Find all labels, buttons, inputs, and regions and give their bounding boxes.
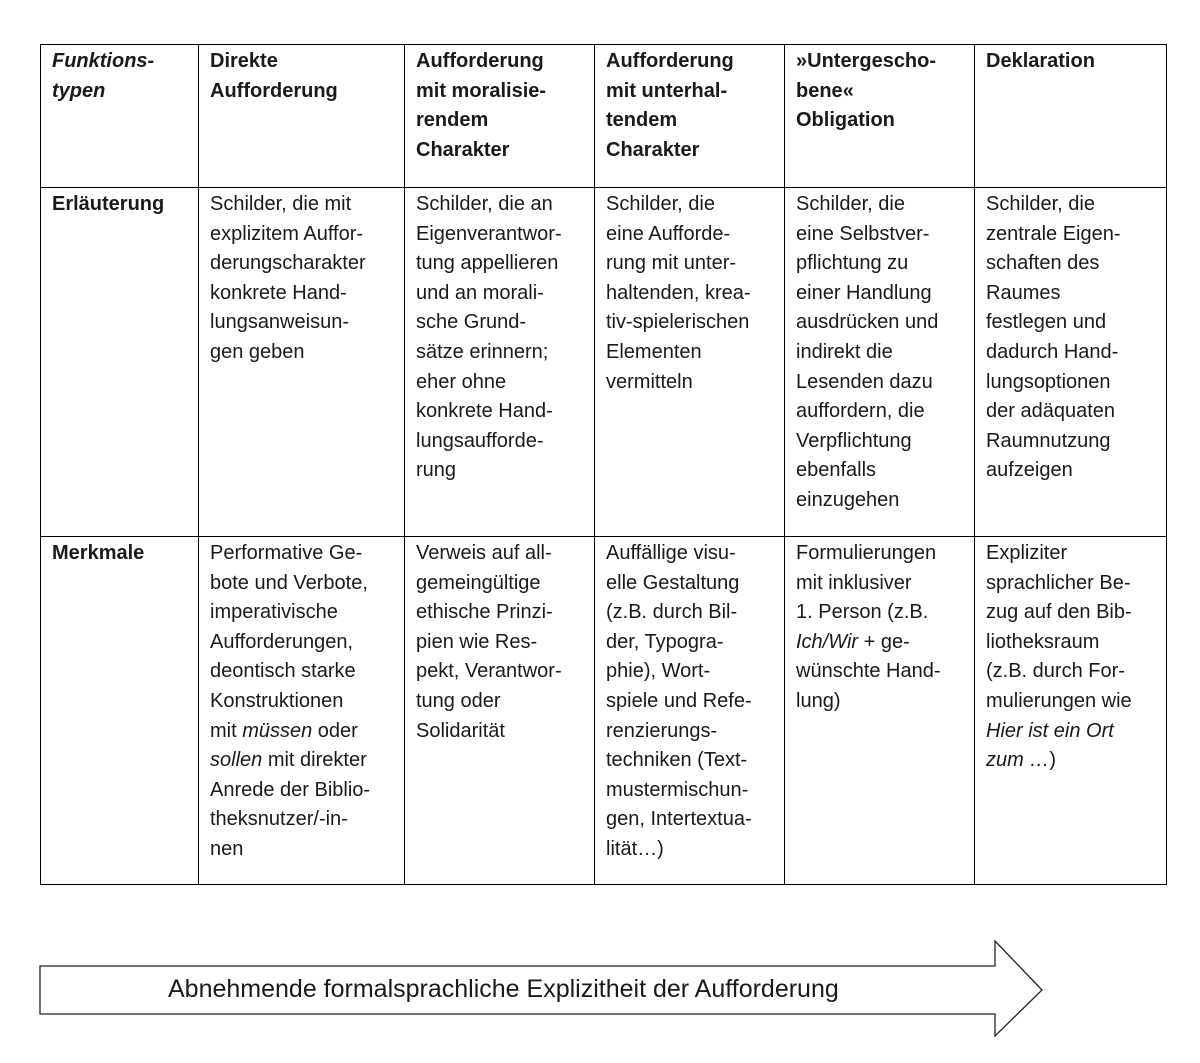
cell-line: Expliziter — [986, 542, 1068, 564]
cell-line: Lesenden dazu — [796, 370, 933, 393]
cell-line: Aufforderungen, — [210, 630, 354, 653]
cell-line: ebenfalls — [796, 459, 877, 482]
cell-line: deontisch starke — [210, 660, 356, 683]
cell-line: vermitteln — [606, 370, 693, 393]
table-cell — [405, 537, 595, 885]
cell-line: Solidarität — [416, 719, 505, 742]
cell-line: rung mit unter- — [606, 252, 737, 275]
header-row — [41, 45, 1167, 188]
cell-line: sätze erinnern; — [416, 340, 549, 363]
table-cell — [975, 537, 1167, 885]
cell-line: (z.B. durch Bil- — [606, 601, 738, 624]
cell-line: mustermischun- — [606, 778, 749, 801]
cell-line: schaften des — [986, 252, 1100, 275]
cell-line: bote und Verbote, — [210, 571, 368, 594]
cell-line: Raumnutzung — [986, 429, 1111, 452]
cell-line: mit müssen oder — [210, 719, 358, 742]
cell-line: wünschte Hand- — [796, 660, 941, 683]
cell-line: Raumes — [986, 281, 1061, 304]
table-row-erlaeuterung — [41, 188, 1167, 537]
cell-line: tung appellieren — [416, 252, 559, 275]
cell-line: lungsoptionen — [986, 370, 1111, 393]
column-header-deklaration — [975, 45, 1167, 188]
cell-line: pflichtung zu — [796, 252, 909, 275]
cell-line: Charakter — [606, 138, 700, 161]
cell-line: Charakter — [416, 138, 510, 161]
row-header-merkmale: Merkmale — [41, 537, 199, 885]
cell-line: der, Typogra- — [606, 630, 724, 653]
cell-line: der adäquaten — [986, 400, 1116, 423]
table-cell — [785, 188, 975, 537]
cell-line: mulierungen wie — [986, 689, 1132, 712]
cell-line: Direkte — [210, 50, 278, 72]
cell-line: eine Selbstver- — [796, 222, 930, 245]
cell-line: tendem — [606, 109, 678, 132]
cell-line: phie), Wort- — [606, 660, 711, 683]
table-cell — [199, 188, 405, 537]
cell-line: zentrale Eigen- — [986, 222, 1121, 245]
table-cell — [595, 537, 785, 885]
cell-line: Performative Ge- — [210, 542, 363, 564]
cell-line: zum …) — [986, 749, 1057, 772]
cell-line: Aufforderung — [210, 79, 338, 102]
cell-line: pekt, Verantwor- — [416, 660, 562, 683]
cell-line: haltenden, krea- — [606, 281, 751, 304]
cell-line: Hier ist ein Ort — [986, 719, 1114, 742]
column-header-direkte-aufforderung — [199, 45, 405, 188]
cell-line: zug auf den Bib- — [986, 601, 1132, 624]
cell-line: Schilder, die mit — [210, 193, 352, 215]
cell-line: sche Grund- — [416, 311, 527, 334]
cell-line: festlegen und — [986, 311, 1107, 334]
cell-line: explizitem Auffor- — [210, 222, 364, 245]
cell-line: lungsanweisun- — [210, 311, 349, 334]
cell-line: bene« — [796, 79, 854, 102]
arrow-label: Abnehmende formalsprachliche Explizitheit der Aufforderung — [168, 975, 839, 1003]
cell-line: Schilder, die — [986, 193, 1095, 215]
cell-line: Verweis auf all- — [416, 542, 552, 564]
function-types-table — [40, 44, 1167, 885]
table-cell — [595, 188, 785, 537]
cell-line: tung oder — [416, 689, 501, 712]
table-cell — [785, 537, 975, 885]
table-row-merkmale — [41, 537, 1167, 885]
cell-line: Schilder, die — [796, 193, 905, 215]
cell-line: eher ohne — [416, 370, 507, 393]
cell-line: einer Handlung — [796, 281, 932, 304]
table-cell — [405, 188, 595, 537]
cell-line: renzierungs- — [606, 719, 718, 742]
cell-line: Aufforderung — [416, 50, 544, 72]
cell-line: aufzeigen — [986, 459, 1073, 482]
cell-line: ausdrücken und — [796, 311, 939, 334]
cell-line: spiele und Refe- — [606, 689, 752, 712]
cell-line: Schilder, die — [606, 193, 715, 215]
cell-line: Formulierungen — [796, 542, 937, 564]
cell-line: sollen mit direkter — [210, 749, 367, 772]
cell-line: techniken (Text- — [606, 749, 748, 772]
cell-line: typen — [52, 79, 106, 102]
explicitness-arrow — [38, 938, 1048, 1042]
cell-line: mit unterhal- — [606, 79, 728, 102]
cell-line: mit inklusiver — [796, 571, 912, 594]
cell-line: Eigenverantwor- — [416, 222, 562, 245]
cell-line: indirekt die — [796, 340, 893, 363]
cell-line: imperativische — [210, 601, 338, 624]
cell-line: Schilder, die an — [416, 193, 553, 215]
cell-line: derungscharakter — [210, 252, 366, 275]
cell-line: und an morali- — [416, 281, 544, 304]
cell-line: Konstruktionen — [210, 689, 344, 712]
cell-line: auffordern, die — [796, 400, 925, 423]
cell-line: Verpflichtung — [796, 429, 912, 452]
cell-line: mit moralisie- — [416, 79, 547, 102]
cell-line: konkrete Hand- — [416, 400, 553, 423]
cell-line: pien wie Res- — [416, 630, 538, 653]
cell-line: nen — [210, 837, 244, 860]
cell-line: Aufforderung — [606, 50, 734, 72]
column-header-untergeschobene-obligation — [785, 45, 975, 188]
cell-line: elle Gestaltung — [606, 571, 740, 594]
cell-line: rung — [416, 459, 457, 482]
table-cell — [975, 188, 1167, 537]
cell-line: gen geben — [210, 340, 305, 363]
cell-line: Deklaration — [986, 50, 1095, 72]
cell-line: konkrete Hand- — [210, 281, 347, 304]
cell-line: eine Aufforde- — [606, 222, 731, 245]
cell-line: Funktions- — [52, 50, 155, 72]
column-header-moralisierend — [405, 45, 595, 188]
cell-line: sprachlicher Be- — [986, 571, 1131, 594]
cell-line: Obligation — [796, 109, 895, 132]
cell-line: gemeingültige — [416, 571, 541, 594]
cell-line: gen, Intertextua- — [606, 808, 752, 831]
table-cell — [199, 537, 405, 885]
cell-line: dadurch Hand- — [986, 340, 1119, 363]
cell-line: theksnutzer/-in- — [210, 808, 348, 831]
cell-line: lungsaufforde- — [416, 429, 544, 452]
cell-line: Ich/Wir + ge- — [796, 630, 910, 653]
cell-line: Auffällige visu- — [606, 542, 736, 564]
cell-line: lung) — [796, 689, 841, 712]
cell-line: (z.B. durch For- — [986, 660, 1125, 683]
cell-line: 1. Person (z.B. — [796, 601, 929, 624]
cell-line: tiv-spielerischen — [606, 311, 750, 334]
cell-line: Anrede der Biblio- — [210, 778, 371, 801]
cell-line: rendem — [416, 109, 489, 132]
cell-line: ethische Prinzi- — [416, 601, 553, 624]
cell-line: Elementen — [606, 340, 702, 363]
cell-line: einzugehen — [796, 488, 900, 511]
cell-line: »Untergescho- — [796, 50, 937, 72]
corner-cell — [41, 45, 199, 188]
row-header-erlaeuterung: Erläuterung — [41, 188, 199, 537]
cell-line: lität…) — [606, 837, 664, 860]
column-header-unterhaltend — [595, 45, 785, 188]
cell-line: liotheksraum — [986, 630, 1100, 653]
